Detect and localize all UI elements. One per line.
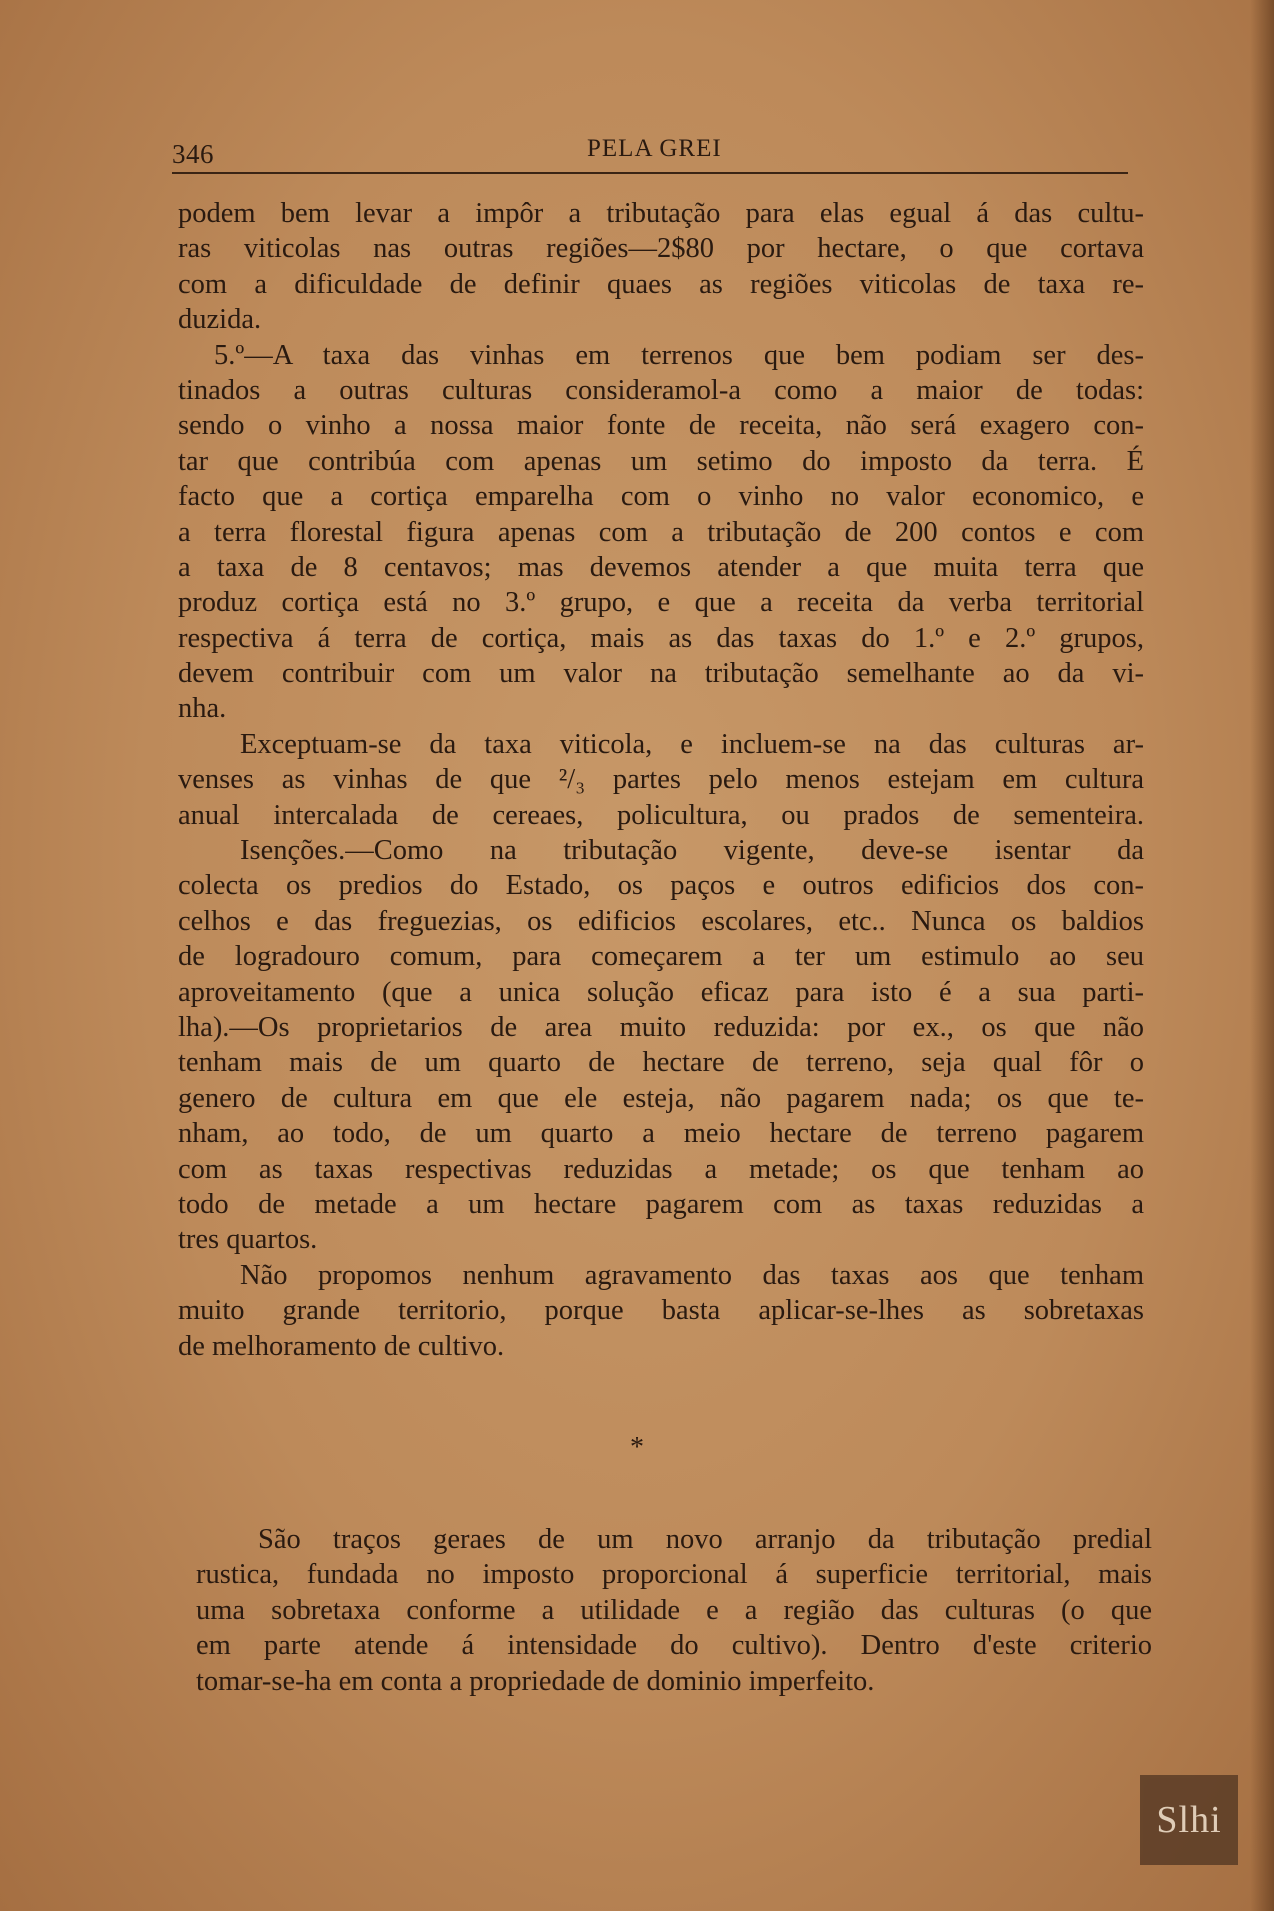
text-line: lha).—Os proprietarios de area muito reduzida: por ex., os que não: [178, 1011, 1144, 1043]
text-line: em parte atende á intensidade do cultivo). Dentro d'este criterio: [196, 1630, 1152, 1662]
text-line: venses as vinhas de que ²/₃ partes pelo menos estejam em cultura: [178, 764, 1144, 796]
text-line: ras viticolas nas outras regiões—2$80 por hectare, o que cortava: [178, 233, 1144, 265]
text-line: Isenções.—Como na tributação vigente, deve-se isentar da: [240, 835, 1144, 867]
text-line: sendo o vinho a nossa maior fonte de receita, não será exagero con-: [178, 410, 1144, 442]
page-edge-shadow: [1250, 0, 1274, 1911]
text-line: celhos e das freguezias, os edificios escolares, etc.. Nunca os baldios: [178, 905, 1144, 937]
header-rule: [172, 172, 1128, 174]
text-line: com a dificuldade de definir quaes as regiões viticolas de taxa re-: [178, 268, 1144, 300]
text-line: São traços geraes de um novo arranjo da tributação predial: [258, 1524, 1152, 1555]
text-line: tomar-se-ha em conta a propriedade de dominio imperfeito.: [196, 1665, 875, 1697]
text-line: devem contribuir com um valor na tributação semelhante ao da vi-: [178, 658, 1144, 690]
running-head: PELA GREI: [587, 135, 722, 162]
library-stamp: Slhi: [1140, 1775, 1238, 1865]
text-line: rustica, fundada no imposto proporcional á superficie territorial, mais: [196, 1559, 1152, 1591]
text-line: tinados a outras culturas consideramol-a como a maior de todas:: [178, 374, 1144, 406]
text-line: Exceptuam-se da taxa viticola, e incluem-se na das culturas ar-: [240, 728, 1144, 760]
text-line: produz cortiça está no 3.º grupo, e que a receita da verba territorial: [178, 587, 1144, 619]
closing-paragraph: [196, 1522, 1152, 1699]
text-line: aproveitamento (que a unica solução eficaz para isto é a sua parti-: [178, 976, 1144, 1008]
text-line: com as taxas respectivas reduzidas a metade; os que tenham ao: [178, 1153, 1144, 1185]
text-line: muito grande territorio, porque basta aplicar-se-lhes as sobretaxas: [178, 1295, 1144, 1327]
section-separator: *: [630, 1432, 644, 1463]
text-line: duzida.: [178, 304, 262, 336]
text-line: nham, ao todo, de um quarto a meio hectare de terreno pagarem: [178, 1118, 1144, 1150]
text-line: anual intercalada de cereaes, policultura, ou prados de sementeira.: [178, 799, 1144, 831]
text-line: tar que contribúa com apenas um setimo do imposto da terra. É: [178, 445, 1144, 477]
text-line: 5.º—A taxa das vinhas em terrenos que bem podiam ser des-: [214, 339, 1144, 371]
text-line: tenham mais de um quarto de hectare de terreno, seja qual fôr o: [178, 1047, 1144, 1079]
page-number: 346: [172, 139, 214, 169]
text-line: Não propomos nenhum agravamento das taxas aos que tenham: [240, 1259, 1144, 1291]
text-line: uma sobretaxa conforme a utilidade e a região das culturas (o que: [196, 1594, 1152, 1626]
text-line: tres quartos.: [178, 1224, 318, 1256]
body-text: [178, 196, 1144, 1364]
text-line: a taxa de 8 centavos; mas devemos atender a que muita terra que: [178, 551, 1144, 583]
text-line: colecta os predios do Estado, os paços e outros edificios dos con-: [178, 870, 1144, 902]
text-line: facto que a cortiça emparelha com o vinho no valor economico, e: [178, 481, 1144, 513]
text-line: a terra florestal figura apenas com a tributação de 200 contos e com: [178, 516, 1144, 548]
text-line: todo de metade a um hectare pagarem com as taxas reduzidas a: [178, 1188, 1144, 1220]
text-line: genero de cultura em que ele esteja, não pagarem nada; os que te-: [178, 1082, 1144, 1114]
text-line: nha.: [178, 693, 227, 725]
text-line: podem bem levar a impôr a tributação para elas egual á das cultu-: [178, 198, 1144, 229]
page-header: [172, 135, 1128, 175]
text-line: respectiva á terra de cortiça, mais as das taxas do 1.º e 2.º grupos,: [178, 622, 1144, 654]
text-line: de melhoramento de cultivo.: [178, 1330, 505, 1362]
text-line: de logradouro comum, para começarem a ter um estimulo ao seu: [178, 941, 1144, 973]
